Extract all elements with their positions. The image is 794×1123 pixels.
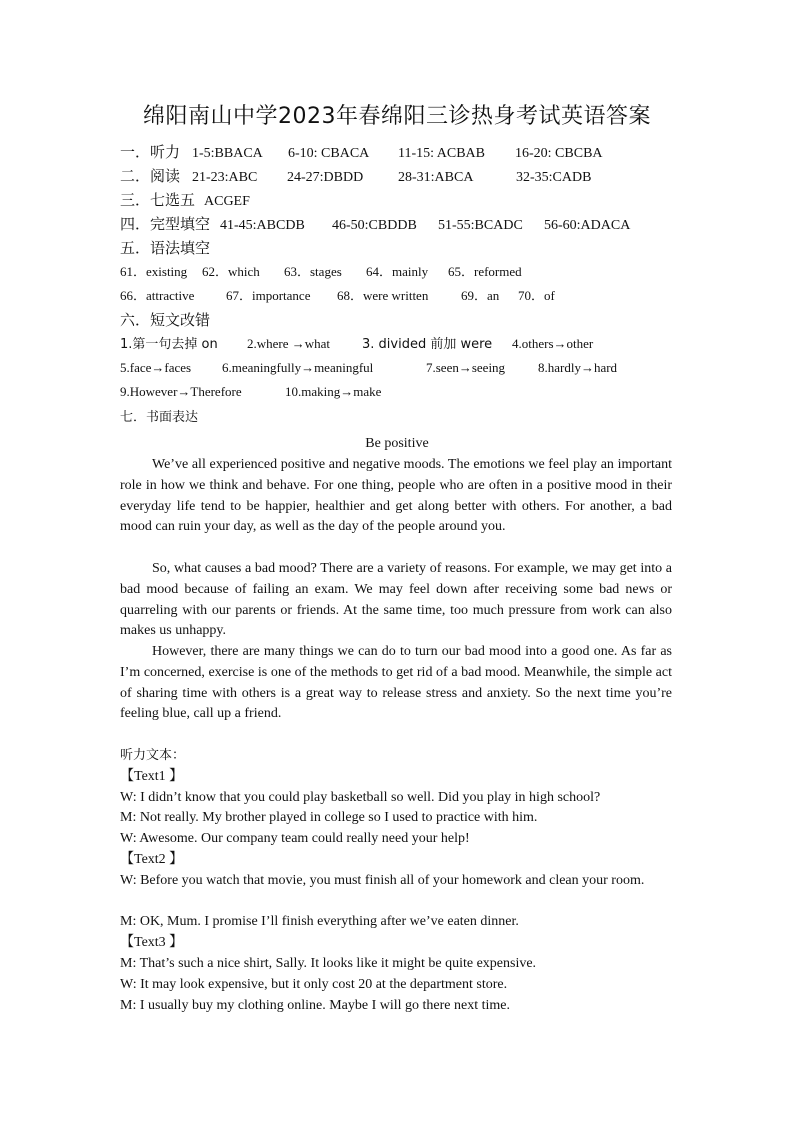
grammar-answer: 62．which [202, 264, 260, 279]
correction-item: 3. divided 前加 were [362, 337, 493, 352]
dialogue-line: W: I didn’t know that you could play basketball so well. Did you play in high school? [120, 790, 601, 805]
correction-item: 2.where →what [247, 336, 331, 351]
correction-item: 1.第一句去掉 on [120, 337, 218, 352]
grammar-answer: 64．mainly [366, 264, 429, 279]
section-writing-label [120, 408, 198, 428]
section-label: 二．阅读 [120, 167, 181, 185]
section-grammar-label [120, 238, 210, 260]
section-label: 三．七选五 [120, 191, 196, 209]
dialogue-line: M: That’s such a nice shirt, Sally. It looks like it might be quite expensive. [120, 956, 537, 971]
listening-transcript-label [120, 746, 185, 766]
correction-item: 6.meaningfully→meaningful [222, 360, 374, 375]
section-label: 一．听力 [120, 143, 181, 161]
answer-group: 41-45:ABCDB [220, 218, 305, 233]
essay-title: Be positive [365, 436, 429, 451]
correction-item: 9.However→Therefore [120, 384, 242, 399]
dialogue-line: M: OK, Mum. I promise I’ll finish everything after we’ve eaten dinner. [120, 914, 519, 929]
answer-group: 51-55:BCADC [438, 218, 523, 233]
dialogue-line: W: Before you watch that movie, you must finish all of your homework and clean your room. [120, 873, 645, 888]
dialogue-line: W: Awesome. Our company team could really need your help! [120, 831, 470, 846]
text-heading: 【Text3 】 [120, 935, 184, 950]
dialogue-line: M: Not really. My brother played in college so I used to practice with him. [120, 810, 538, 825]
answer-group: 21-23:ABC [192, 170, 258, 185]
section-label: 五．语法填空 [120, 239, 211, 257]
answer-group: 32-35:CADB [516, 170, 592, 185]
grammar-answers-row [120, 262, 522, 282]
correction-item: 5.face→faces [120, 360, 192, 375]
section-label: 六．短文改错 [120, 311, 211, 329]
grammar-answer: 61．existing [120, 264, 188, 279]
correction-item: 10.making→make [285, 384, 382, 399]
essay-paragraph: So, what causes a bad mood? There are a variety of reasons. For example, we may get into a bad mood because of failing an exam. We may feel down after receiving some bad news or quarreling with our parents or friends. At the same time, too much pressure from work can also makes us unhappy. [120, 561, 672, 639]
text-heading: 【Text1 】 [120, 769, 184, 784]
section-reading-answers [120, 166, 591, 188]
document-title: 绵阳南山中学2023年春绵阳三诊热身考试英语答案 [143, 104, 651, 129]
answer-group: 46-50:CBDDB [332, 218, 417, 233]
section-label: 七．书面表达 [120, 410, 199, 425]
answer-group: 56-60:ADACA [544, 218, 631, 233]
section-error-correction-label [120, 310, 210, 332]
correction-row [120, 334, 593, 355]
correction-row [120, 358, 617, 378]
grammar-answer: 69．an [461, 288, 500, 303]
section-seven-choose-five-answers [120, 190, 250, 212]
grammar-answer: 70．of [518, 288, 555, 303]
grammar-answer: 63．stages [284, 264, 342, 279]
essay-paragraph: However, there are many things we can do to turn our bad mood into a good one. As far as I’m concerned, exercise is one of the methods to get rid of a bad mood. Meanwhile, the simple act of sharing time with others is a great way to release stress and anxiety. So the next time you’re feeling blue, call up a friend. [120, 644, 672, 722]
section-label: 四．完型填空 [120, 215, 211, 233]
grammar-answer: 65．reformed [448, 264, 522, 279]
answer-group: 1-5:BBACA [192, 146, 263, 161]
grammar-answer: 66．attractive [120, 288, 195, 303]
dialogue-line: M: I usually buy my clothing online. Maybe I will go there next time. [120, 998, 510, 1013]
dialogue-line: W: It may look expensive, but it only cost 20 at the department store. [120, 977, 508, 992]
answer-group: 28-31:ABCA [398, 170, 474, 185]
correction-item: 7.seen→seeing [426, 360, 506, 375]
transcript-heading: 听力文本： [120, 748, 186, 763]
grammar-answer: 67．importance [226, 288, 311, 303]
answer-group: 6-10: CBACA [288, 146, 370, 161]
answer-group: 16-20: CBCBA [515, 146, 603, 161]
text-heading: 【Text2 】 [120, 852, 184, 867]
essay-paragraph: We’ve all experienced positive and negative moods. The emotions we feel play an important role in how we think and behave. For one thing, people who are often in a positive mood in their everyday life tend to be happier, healthier and get along better with others. For another, a bad mood can ruin your day, as well as the day of the people around you. [120, 457, 672, 535]
correction-item: 8.hardly→hard [538, 360, 618, 375]
section-cloze-answers [120, 214, 630, 236]
grammar-answers-row [120, 286, 555, 306]
correction-row [120, 382, 381, 402]
answer-group: 11-15: ACBAB [398, 146, 485, 161]
section-listening-answers [120, 142, 603, 164]
grammar-answer: 68．were written [337, 288, 429, 303]
answer-group: ACGEF [204, 194, 250, 209]
correction-item: 4.others→other [512, 336, 594, 351]
answer-group: 24-27:DBDD [287, 170, 364, 185]
